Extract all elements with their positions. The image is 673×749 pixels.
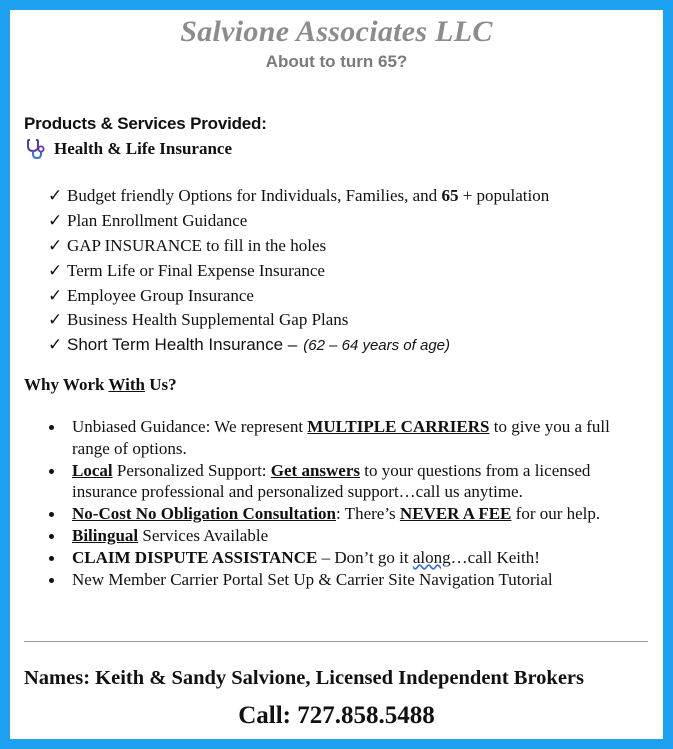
company-title: Salvione Associates LLC — [180, 15, 493, 48]
list-item: New Member Carrier Portal Set Up & Carrier Site Navigation Tutorial — [48, 569, 648, 591]
list-item: CLAIM DISPUTE ASSISTANCE – Don’t go it along…call Keith! — [48, 547, 648, 569]
list-item: Bilingual Services Available — [48, 525, 648, 547]
list-item: ✓ GAP INSURANCE to fill in the holes — [48, 235, 327, 256]
check-icon: ✓ — [48, 335, 63, 356]
list-item: ✓ Term Life or Final Expense Insurance — [48, 260, 325, 281]
products-heading: Products & Services Provided: — [24, 114, 267, 133]
list-item: Unbiased Guidance: We represent MULTIPLE CARRIERS to give you a full range of options. — [48, 416, 648, 459]
flyer-page — [10, 10, 663, 739]
list-item: ✓ Employee Group Insurance — [48, 285, 254, 306]
list-item: ✓ Short Term Health Insurance – (62 – 64 years of age) — [48, 335, 451, 356]
services-list — [48, 184, 549, 358]
check-icon: ✓ — [48, 211, 63, 232]
check-icon: ✓ — [48, 285, 63, 306]
broker-names: Names: Keith & Sandy Salvione, Licensed Independent Brokers — [24, 667, 585, 689]
list-item: Local Personalized Support: Get answers to your questions from a licensed insurance professional and personalized support…call us anytime. — [48, 460, 648, 503]
category-line — [26, 138, 232, 160]
list-item: ✓ Business Health Supplemental Gap Plans — [48, 310, 349, 331]
why-heading: Why Work With Us? — [24, 375, 177, 394]
phone-number: Call: 727.858.5488 — [238, 702, 435, 729]
check-icon: ✓ — [48, 310, 63, 331]
age-note: (62 – 64 years of age) — [303, 336, 451, 354]
list-item: No-Cost No Obligation Consultation: There’s NEVER A FEE for our help. — [48, 503, 648, 525]
divider — [24, 641, 648, 642]
stethoscope-icon — [26, 138, 46, 160]
category-label: Health & Life Insurance — [54, 139, 233, 158]
check-icon: ✓ — [48, 235, 63, 256]
spellcheck-underline: along — [412, 548, 451, 567]
reasons-list — [48, 416, 648, 591]
list-item: ✓ Plan Enrollment Guidance — [48, 211, 248, 232]
check-icon: ✓ — [48, 186, 63, 207]
list-item: ✓ Budget friendly Options for Individuals, Families, and 65 + population — [48, 186, 550, 207]
check-icon: ✓ — [48, 260, 63, 281]
subtitle: About to turn 65? — [265, 52, 408, 71]
